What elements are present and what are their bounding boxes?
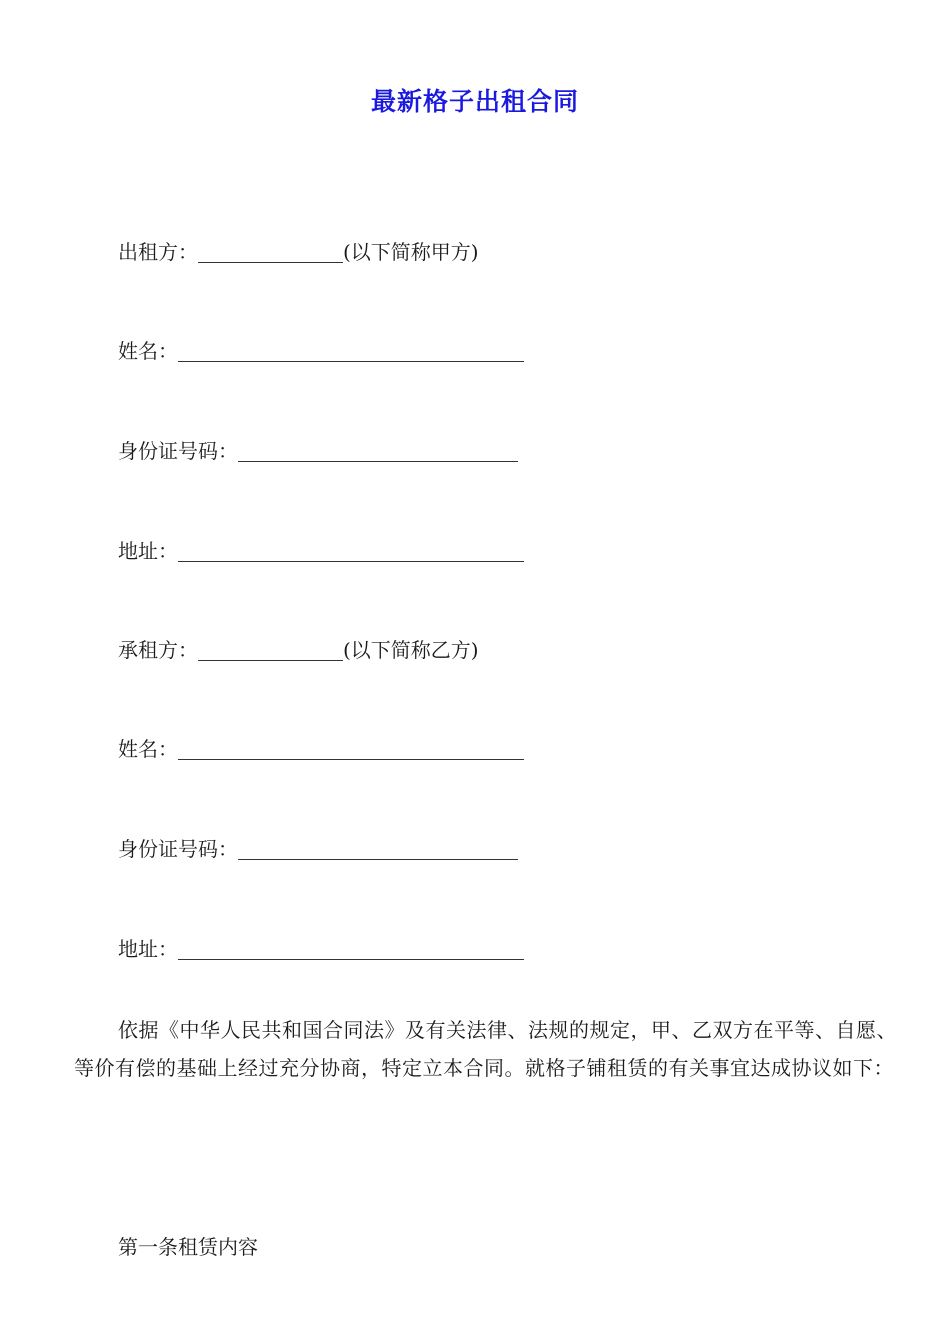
lessee-address-label: 地址： [118, 937, 178, 961]
lessor-blank[interactable] [198, 242, 343, 263]
lessor-id-label: 身份证号码： [118, 439, 238, 463]
clause-1-heading: 第一条租赁内容 [118, 1235, 258, 1259]
lessee-name-label: 姓名： [118, 737, 178, 761]
lessor-field [118, 238, 479, 266]
intro-paragraph: 依据《中华人民共和国合同法》及有关法律、法规的规定，甲、乙双方在平等、自愿、等价有偿的基础上经过充分协商，特定立本合同。就格子铺租赁的有关事宜达成协议如下： [74, 1018, 897, 1080]
lessor-address-field [118, 537, 524, 565]
lessee-address-blank[interactable] [178, 939, 524, 960]
lessee-id-label: 身份证号码： [118, 837, 238, 861]
lessor-name-blank[interactable] [178, 341, 524, 362]
lessee-label: 承租方： [118, 638, 198, 662]
lessor-id-blank[interactable] [238, 441, 518, 462]
lessor-id-field [118, 437, 518, 465]
lessee-name-field [118, 735, 524, 763]
lessee-note: (以下简称乙方) [343, 638, 479, 662]
lessor-name-label: 姓名： [118, 339, 178, 363]
lessee-name-blank[interactable] [178, 739, 524, 760]
lessee-id-field [118, 835, 518, 863]
document-title: 最新格子出租合同 [370, 87, 579, 116]
lessor-note: (以下简称甲方) [343, 240, 479, 264]
lessee-field [118, 636, 479, 664]
lessee-id-blank[interactable] [238, 839, 518, 860]
lessor-address-label: 地址： [118, 539, 178, 563]
lessor-address-blank[interactable] [178, 541, 524, 562]
lessee-blank[interactable] [198, 640, 343, 661]
lessor-name-field [118, 337, 524, 365]
lessor-label: 出租方： [118, 240, 198, 264]
lessee-address-field [118, 935, 524, 963]
